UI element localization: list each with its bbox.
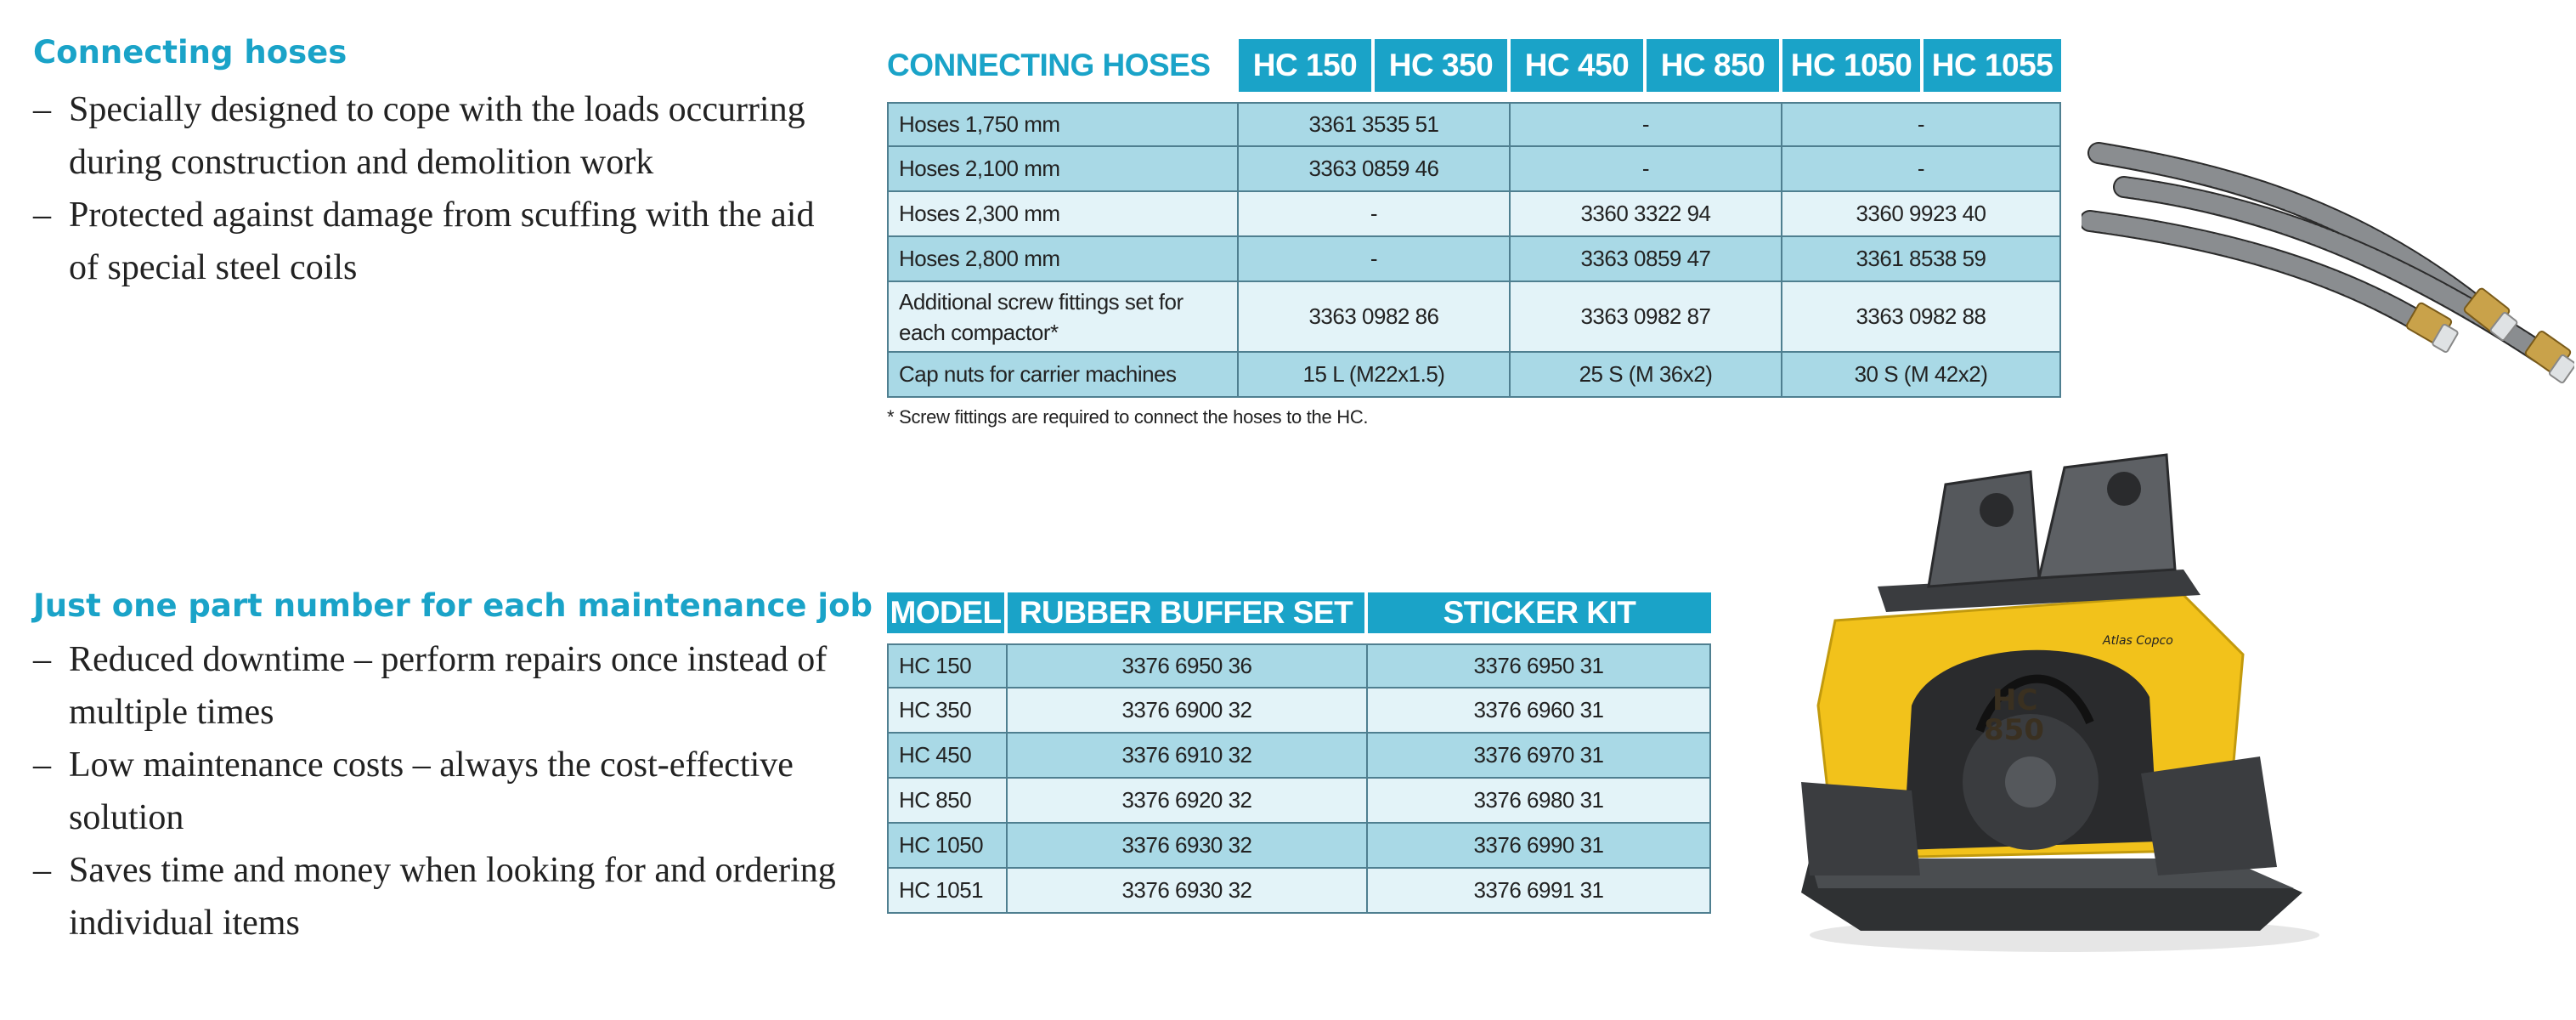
- column-header: HC 1055: [1924, 39, 2061, 92]
- maintenance-parts-table: [887, 592, 1711, 914]
- table-header-row: [887, 592, 1711, 633]
- table-row: HC 350 3376 6900 32 3376 6960 31: [887, 688, 1711, 734]
- compactor-image: [1784, 450, 2328, 960]
- bullet-dash: –: [33, 196, 51, 235]
- bullet-dash: –: [33, 851, 51, 890]
- bullet-item: – Reduced downtime – perform repairs once instead of multiple times: [33, 633, 849, 739]
- maintenance-heading: Just one part number for each maintenance job: [33, 587, 873, 624]
- maintenance-bullets: [33, 633, 849, 949]
- bullet-dash: –: [33, 745, 51, 785]
- column-header: HC 450: [1511, 39, 1647, 92]
- table-title: CONNECTING HOSES: [887, 48, 1211, 82]
- table-row: HC 150 3376 6950 36 3376 6950 31: [887, 643, 1711, 688]
- table-row: Hoses 1,750 mm 3361 3535 51 - -: [887, 102, 2061, 147]
- compactor-model-line2: 850: [1984, 713, 2044, 747]
- bullet-item: – Protected against damage from scuffing with the aid of special steel coils: [33, 189, 840, 294]
- connecting-hoses-bullets: [33, 83, 840, 294]
- table-row: Hoses 2,300 mm - 3360 3322 94 3360 9923 40: [887, 192, 2061, 237]
- column-header: HC 1050: [1782, 39, 1924, 92]
- table-row: Cap nuts for carrier machines 15 L (M22x1.5) 25 S (M 36x2) 30 S (M 42x2): [887, 353, 2061, 398]
- column-header: RUBBER BUFFER SET: [1008, 592, 1368, 633]
- table-row: Hoses 2,800 mm - 3363 0859 47 3361 8538 59: [887, 237, 2061, 282]
- table-row: Additional screw fittings set for each compactor* 3363 0982 86 3363 0982 87 3363 0982 88: [887, 282, 2061, 353]
- bullet-item: – Saves time and money when looking for and ordering individual items: [33, 844, 849, 949]
- table-row: HC 450 3376 6910 32 3376 6970 31: [887, 734, 1711, 779]
- column-header: HC 850: [1647, 39, 1782, 92]
- hoses-image: [2082, 128, 2574, 408]
- connecting-hoses-table: [887, 39, 2061, 398]
- table-row: HC 1050 3376 6930 32 3376 6990 31: [887, 824, 1711, 869]
- brand-logo-text: Atlas Copco: [2103, 634, 2173, 648]
- table-footnote: * Screw fittings are required to connect the hoses to the HC.: [887, 406, 1369, 428]
- bullet-item: – Specially designed to cope with the loads occurring during construction and demolition work: [33, 83, 840, 189]
- table-row: HC 850 3376 6920 32 3376 6980 31: [887, 779, 1711, 824]
- bullet-dash: –: [33, 640, 51, 679]
- connecting-hoses-heading: Connecting hoses: [33, 34, 347, 71]
- bullet-item: – Low maintenance costs – always the cost-effective solution: [33, 739, 849, 844]
- column-header: MODEL: [887, 592, 1008, 633]
- table-row: HC 1051 3376 6930 32 3376 6991 31: [887, 869, 1711, 914]
- column-header: HC 150: [1239, 39, 1375, 92]
- bullet-dash: –: [33, 90, 51, 129]
- compactor-model-line1: HC: [1992, 683, 2038, 717]
- column-header: HC 350: [1375, 39, 1511, 92]
- column-header: STICKER KIT: [1368, 592, 1711, 633]
- table-row: Hoses 2,100 mm 3363 0859 46 - -: [887, 147, 2061, 192]
- table-header-row: [887, 39, 2061, 92]
